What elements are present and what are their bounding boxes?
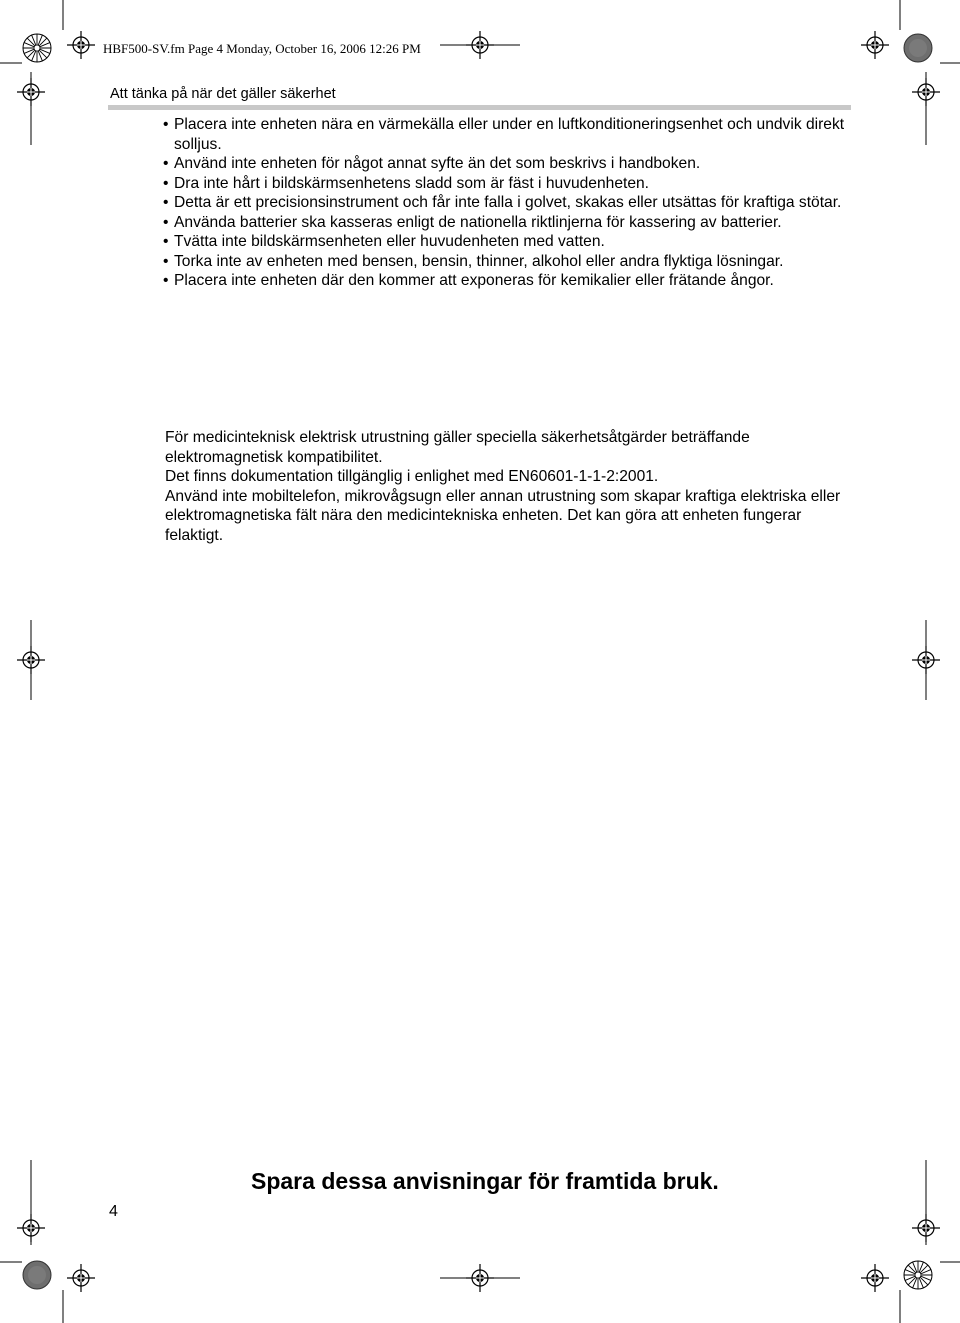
emc-paragraph: För medicinteknisk elektrisk utrustning gäller speciella säkerhetsåtgärder beträffande elektromagnetisk kompatibilitet. [165, 429, 750, 466]
list-item: • Dra inte hårt i bildskärmsenhetens sladd som är fäst i huvudenheten. [163, 174, 863, 194]
emc-section [165, 428, 855, 545]
header-rule [108, 105, 851, 110]
emc-paragraph: Det finns dokumentation tillgänglig i enlighet med EN60601-1-1-2:2001. [165, 468, 659, 485]
list-item: • Placera inte enheten där den kommer att exponeras för kemikalier eller frätande ångor. [163, 271, 863, 291]
list-item: • Tvätta inte bildskärmsenheten eller huvudenheten med vatten. [163, 232, 863, 252]
list-item: • Detta är ett precisionsinstrument och får inte falla i golvet, skakas eller utsättas för kraftiga stötar. [163, 193, 863, 213]
print-slug: HBF500-SV.fm Page 4 Monday, October 16, 2006 12:26 PM [103, 41, 421, 56]
section-title: Att tänka på när det gäller säkerhet [110, 86, 336, 102]
list-item: • Torka inte av enheten med bensen, bensin, thinner, alkohol eller andra flyktiga lösningar. [163, 252, 863, 272]
page-number: 4 [109, 1203, 118, 1220]
list-item: • Använda batterier ska kasseras enligt de nationella riktlinjerna för kassering av batterier. [163, 213, 863, 233]
list-item: • Använd inte enheten för något annat syfte än det som beskrivs i handboken. [163, 154, 863, 174]
emc-paragraph: Använd inte mobiltelefon, mikrovågsugn eller annan utrustning som skapar kraftiga elektriska eller elektromagnetiska fält nära den medicintekniska enheten. Det kan göra att enheten fungerar felaktigt. [165, 487, 841, 544]
footer-note: Spara dessa anvisningar för framtida bruk. [251, 1168, 719, 1194]
list-item: • Placera inte enheten nära en värmekälla eller under en luftkonditioneringsenhet och undvik direkt solljus. [163, 115, 863, 154]
safety-list [163, 115, 863, 291]
